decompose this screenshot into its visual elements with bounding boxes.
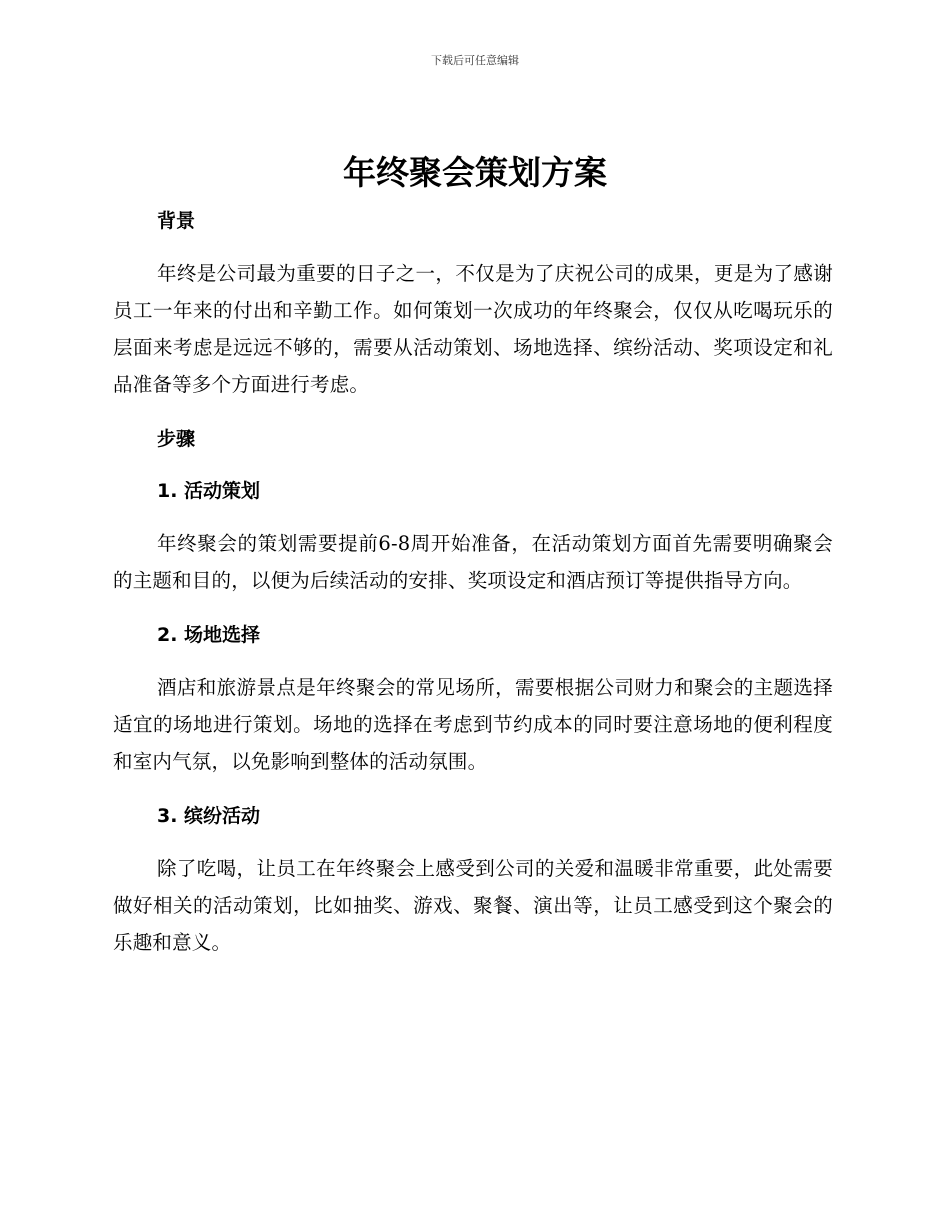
step-heading-planning: 1. 活动策划 [157, 480, 261, 502]
paragraph-planning: 年终聚会的策划需要提前6-8周开始准备，在活动策划方面首先需要明确聚会的主题和目的，以便为后续活动的安排、奖项设定和酒店预订等提供指导方向。 [113, 532, 833, 592]
spacer [113, 403, 833, 421]
paragraph-activities: 除了吃喝，让员工在年终聚会上感受到公司的关爱和温暖非常重要，此处需要做好相关的活动策划，比如抽奖、游戏、聚餐、演出等，让员工感受到这个聚会的乐趣和意义。 [113, 857, 833, 954]
step-heading-venue: 2. 场地选择 [157, 624, 261, 646]
section-heading-background: 背景 [157, 210, 196, 232]
spacer [113, 509, 833, 525]
document-title: 年终聚会策划方案 [343, 153, 607, 192]
spacer [113, 653, 833, 669]
step-heading-activities: 3. 缤纷活动 [157, 805, 261, 827]
paragraph-background: 年终是公司最为重要的日子之一，不仅是为了庆祝公司的成果，更是为了感谢员工一年来的付出和辛勤工作。如何策划一次成功的年终聚会，仅仅从吃喝玩乐的层面来考虑是远远不够的，需要从活动策划、场地选择、缤纷活动、奖项设定和礼品准备等多个方面进行考虑。 [113, 262, 833, 396]
spacer [113, 834, 833, 850]
page-header-note: 下载后可任意编辑 [431, 54, 519, 67]
spacer [113, 239, 833, 255]
spacer [113, 457, 833, 473]
spacer [113, 599, 833, 617]
section-heading-steps: 步骤 [157, 428, 196, 450]
spacer [113, 780, 833, 798]
document-body [113, 203, 833, 961]
paragraph-venue: 酒店和旅游景点是年终聚会的常见场所，需要根据公司财力和聚会的主题选择适宜的场地进行策划。场地的选择在考虑到节约成本的同时要注意场地的便利程度和室内气氛，以免影响到整体的活动氛围。 [113, 676, 833, 773]
